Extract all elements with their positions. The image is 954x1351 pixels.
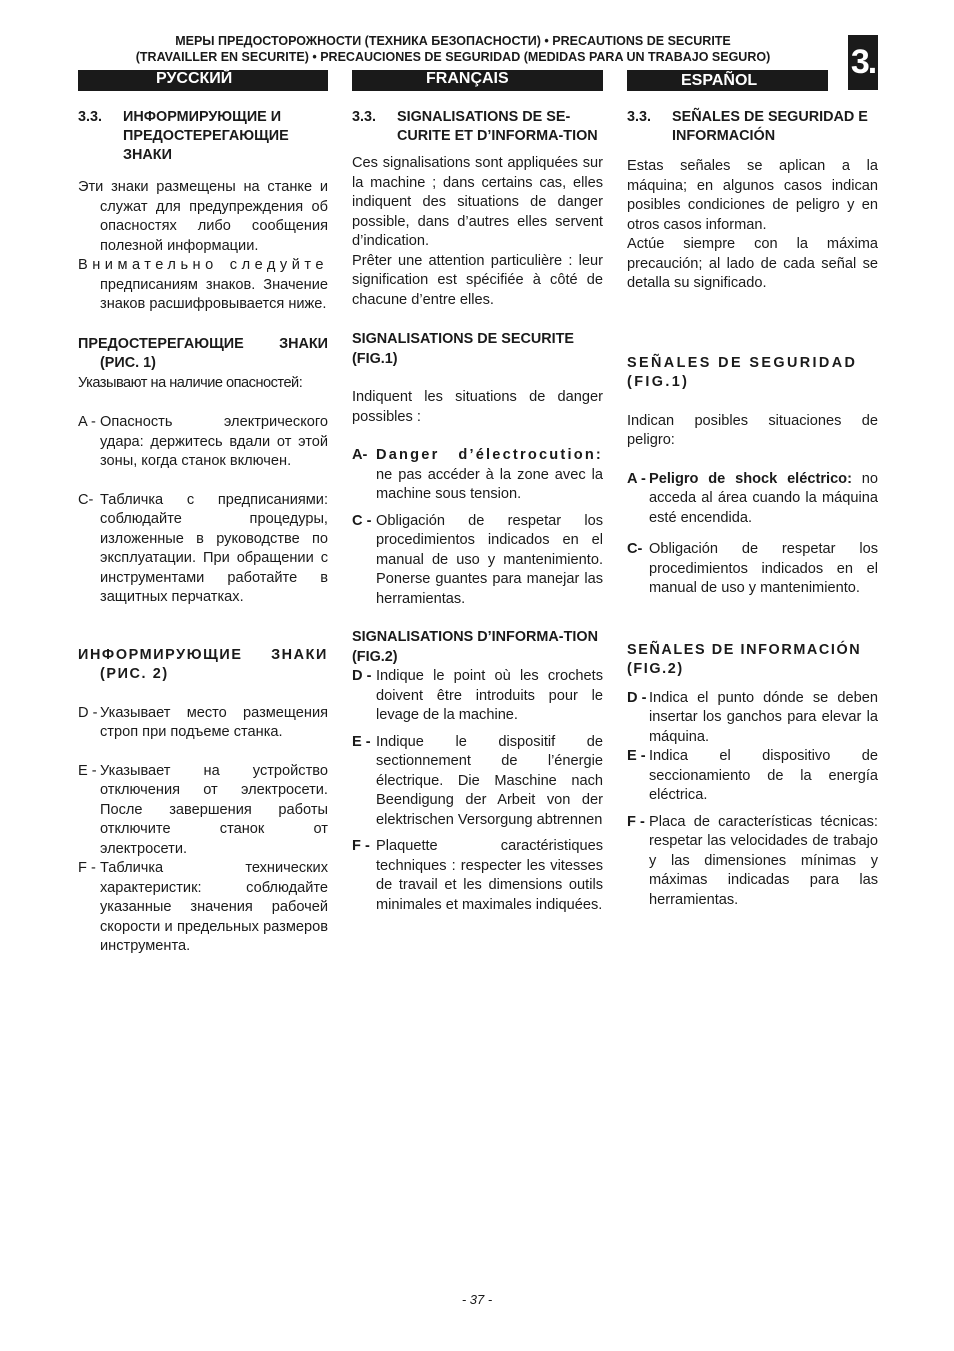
column-spanish	[627, 108, 878, 910]
intro-continuation: предписаниям знаков. Значение знаков расшифровывается ниже.	[100, 276, 328, 312]
header-title-line-1: МЕРЫ ПРЕДОСТОРОЖНОСТИ (ТЕХНИКА БЕЗОПАСНОСТИ) • PRECAUTIONS DE SECURITE	[175, 34, 731, 48]
item-text: Placa de características técnicas: respetar las velocidades de trabajo y las dimensiones mínimas y máximas indicadas para las herramientas.	[649, 813, 878, 908]
item-text: Опасность электрического удара: держитесь вдали от этой зоны, когда станок включен.	[100, 414, 328, 469]
item-text: Obligación de respetar los procedimientos indicados en el manual de uso y mantenimiento. Ponerse guantes para manejar las herramientas.	[376, 512, 603, 607]
section-title: ИНФОРМИРУЮЩИЕ И ПРЕДОСТЕРЕГАЮЩИЕ ЗНАКИ	[123, 109, 289, 163]
item-label: A -	[78, 414, 96, 430]
item-label: D -	[78, 704, 98, 721]
item-label: C-	[627, 541, 643, 557]
info-signs-heading: SEÑALES DE INFORMACIÓN (FIG.2)	[627, 641, 862, 677]
item-text: Indica el punto dónde se deben insertar los ganchos para elevar la máquina.	[649, 689, 878, 745]
item-label: D -	[627, 689, 647, 706]
item-text: Indica el dispositivo de seccionamiento de la energía eléctrica.	[649, 748, 878, 803]
column-russian	[78, 108, 328, 957]
header-title-line-2: (TRAVAILLER EN SECURITE) • PRECAUCIONES DE SEGURIDAD (MEDIDAS PARA UN TRABAJO SEGURO)	[135, 50, 771, 64]
section-heading	[78, 108, 328, 165]
item-text: Indique le dispositif de sectionnement de l’énergie électrique. Die Maschine nach Beendigung der Arbeit von der elektrischen Versorgung abtrennen	[376, 733, 603, 828]
language-label-spanish: ESPAÑOL	[681, 72, 758, 89]
warning-signs-description: Indiquent les situations de danger possibles :	[352, 389, 603, 425]
section-number: 3.3.	[78, 109, 103, 125]
intro-paragraph-2	[78, 256, 328, 315]
item-c	[78, 491, 328, 608]
item-text: Plaquette caractéristiques techniques : respecter les vitesses de travail et les dimensions outils minimales et maximales indiquées.	[376, 838, 603, 913]
intro-paragraph-2: Prêter une attention particulière : leur signification est spécifiée à côté de chacune d’entre elles.	[352, 252, 603, 308]
column-french	[352, 108, 603, 915]
item-label: F -	[627, 813, 645, 830]
section-title: SIGNALISATIONS DE SE-CURITE ET D’INFORMA-TION	[397, 109, 598, 144]
item-a	[352, 446, 603, 505]
item-text: Obligación de respetar los procedimientos indicados en el manual de uso y mantenimiento.	[649, 541, 878, 596]
page-number: - 37 -	[461, 1292, 493, 1307]
item-text: no acceda al área cuando la máquina esté encendida.	[649, 470, 878, 526]
item-f	[352, 837, 603, 915]
item-e	[627, 747, 878, 806]
section-title: SEÑALES DE SEGURIDAD E INFORMACIÓN	[672, 109, 868, 144]
item-d	[352, 667, 603, 726]
item-f	[78, 859, 328, 957]
language-label-russian: РУССКИЙ	[156, 70, 233, 87]
item-label: F -	[78, 860, 96, 876]
item-a	[627, 470, 878, 529]
intro-paragraph: Эти знаки размещены на станке и служат для предупреждения об опасностях либо сообщения полезной информации.	[78, 179, 328, 254]
item-d	[627, 689, 878, 748]
item-emphasis: Danger d’électrocution:	[376, 447, 603, 463]
item-c	[352, 512, 603, 610]
language-bar-spanish	[627, 70, 828, 91]
warning-signs-heading: ПРЕДОСТЕРЕГАЮЩИЕ ЗНАКИ (РИС. 1)	[78, 335, 328, 371]
language-bar-russian	[78, 70, 328, 91]
item-text: ne pas accéder à la zone avec la machine sous tension.	[376, 466, 603, 502]
item-f	[627, 813, 878, 911]
warning-signs-heading: SIGNALISATIONS DE SECURITE (FIG.1)	[352, 331, 575, 367]
item-text: Указывает на устройство отключения от электросети. После завершения работы отключите станок от электросети.	[100, 762, 328, 857]
intro-emphasis: Внимательно следуйте	[78, 257, 328, 273]
intro-paragraph: Estas señales se aplican a la máquina; en algunos casos indican posibles condiciones de peligro y en otros casos informan.	[627, 158, 878, 233]
item-label: F -	[352, 838, 370, 854]
item-emphasis: Peligro de shock eléctrico:	[649, 470, 852, 487]
item-label: D -	[352, 668, 372, 684]
item-e	[352, 733, 603, 831]
info-signs-heading: SIGNALISATIONS D’INFORMA-TION (FIG.2)	[352, 629, 598, 665]
section-heading	[627, 108, 878, 146]
item-text: Indique le point où les crochets doivent être introduits pour le levage de la machine.	[376, 668, 603, 723]
warning-signs-description: Indican posibles situaciones de peligro:	[627, 412, 878, 448]
intro-paragraph-2: Actúe siempre con la máxima precaución; al lado de cada señal se detalla su significado.	[627, 236, 878, 291]
item-text: Указывает место размещения строп при подъеме станка.	[100, 704, 328, 740]
section-heading	[352, 108, 603, 146]
item-label: A -	[627, 470, 646, 487]
item-label: A-	[352, 447, 368, 463]
section-number: 3.3.	[352, 109, 377, 125]
item-label: C-	[78, 491, 94, 508]
language-label-french: FRANÇAIS	[426, 70, 509, 87]
item-c	[627, 540, 878, 599]
warning-signs-heading: SEÑALES DE SEGURIDAD (FIG.1)	[627, 354, 858, 390]
item-label: C -	[352, 512, 372, 529]
section-number: 3.3.	[627, 109, 652, 125]
item-e	[78, 762, 328, 860]
language-bar-french	[352, 70, 603, 91]
item-text: Табличка технических характеристик: соблюдайте указанные значения рабочей скорости и предельных размеров инструмента.	[100, 860, 328, 954]
warning-signs-description: Указывают на наличие опасностей:	[78, 374, 303, 391]
item-text: Табличка с предписаниями: соблюдайте процедуры, изложенные в руководстве по эксплуатации. При обращении с инструментами работайте в защитных перчатках.	[100, 491, 328, 605]
item-label: E -	[352, 733, 371, 750]
item-a	[78, 413, 328, 472]
intro-paragraph: Ces signalisations sont appliquées sur la machine ; dans certains cas, elles indiquent des situations de danger possible, dans d’autres elles servent d’indication.	[352, 155, 603, 249]
info-signs-heading: ИНФОРМИРУЮЩИЕ ЗНАКИ (РИС. 2)	[78, 646, 328, 682]
chapter-number-tab: 3.	[848, 35, 878, 90]
item-label: E -	[78, 762, 97, 779]
item-d	[78, 704, 328, 743]
item-label: E -	[627, 748, 646, 764]
